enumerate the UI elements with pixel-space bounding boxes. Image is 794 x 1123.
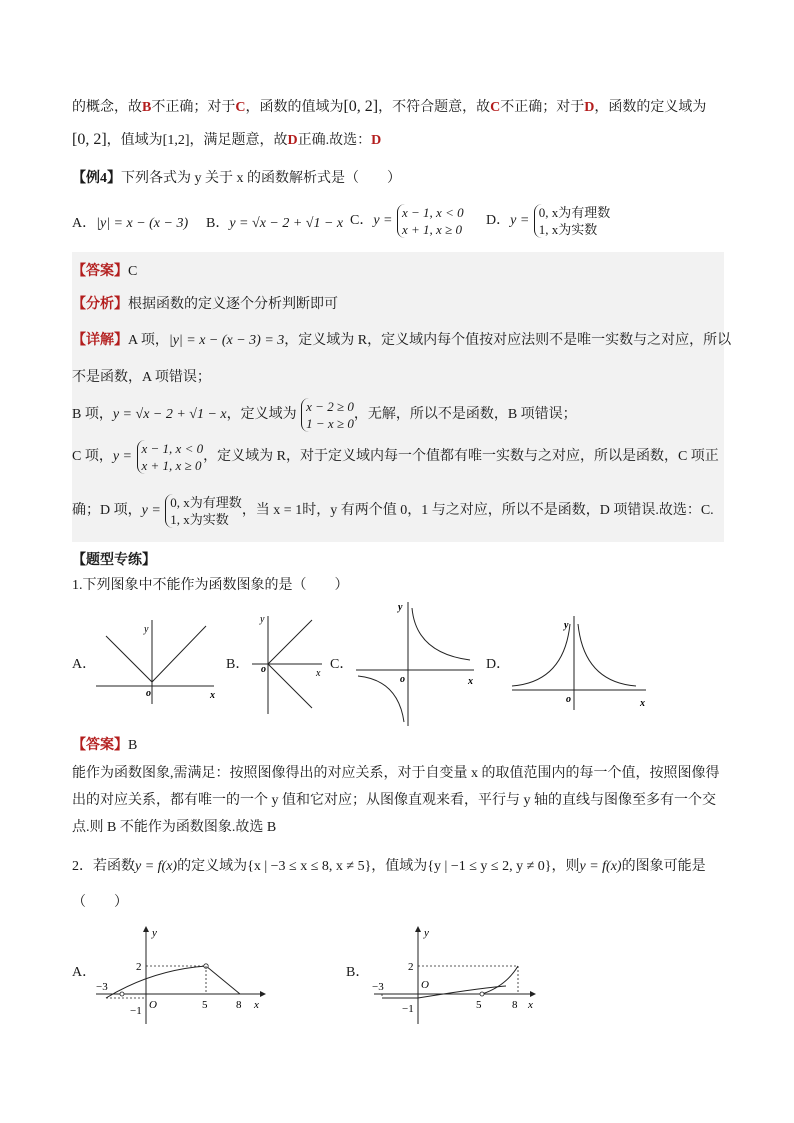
tick-label: −1 [130,1005,142,1017]
question-2-paren: （ ） [72,895,128,910]
piecewise-cases [534,204,611,238]
option-label: D． [486,213,511,229]
q1-explanation-2: 出的对应关系，都有唯一的一个 y 值和它对应；从图像直观来看，平行与 y 轴的直线与图像至多有一个交 [72,793,716,808]
answer-tag: 【答案】 [72,738,128,753]
case-row: x − 2 ≥ 0 [306,399,354,414]
text-segment: 确；D 项， [72,503,142,519]
text-segment: ，函数的值域为 [245,100,344,115]
peak-curve-left [512,624,570,686]
open-point [120,992,124,996]
axis-label-x: x [468,676,473,687]
math-interval: [1,2] [162,133,190,148]
text-segment: 的定义域为 [177,859,248,874]
tick-label: 8 [236,999,242,1011]
axis-label-x: x [254,999,259,1011]
text-segment: B [142,100,152,115]
axis-label-y: y [398,602,403,613]
option-formula: y = √x − 2 + √1 − x [229,216,344,231]
text-segment: 不正确；对于 [500,100,585,115]
text-segment: ，值域为 [371,859,428,874]
option-label: B． [206,216,230,231]
text-segment: C 项， [72,449,113,465]
question-1: 1.下列图象中不能作为函数图象的是（ ） [72,578,349,593]
tick-label: 5 [202,999,208,1011]
function-segment [206,966,240,994]
q1-explanation-1: 能作为函数图象,需满足：按照图像得出的对应关系，对于自变量 x 的取值范围内的每一个值，按照图像得 [72,766,720,781]
open-point [480,992,484,996]
case-row: 0, x为有理数 [538,205,611,220]
text-segment: D [584,100,595,115]
axis-label-y: y [424,927,429,939]
text-segment: 不正确；对于 [151,100,236,115]
example4-option-a [72,214,188,234]
example4-question [72,169,401,189]
function-curve [482,966,518,994]
text-segment: ，值域为 [106,133,163,148]
text-segment: ，定义域为 [226,407,297,423]
q1-label-b: B． [226,657,250,672]
axis-label-x: x [528,999,533,1011]
tick-label: 2 [408,961,414,973]
text-segment: 2．若函数 [72,859,135,874]
q1-label-a: A． [72,657,97,672]
text-segment: C [235,100,246,115]
math-set: {y | −1 ≤ y ≤ 2, y ≠ 0} [427,859,552,874]
option-formula: y = [510,213,530,229]
text-segment: ，函数的定义域为 [594,100,707,115]
text-segment: ，则 [551,859,580,874]
q1-label-c: C． [330,657,354,672]
option-label: C． [350,213,374,229]
origin-label: O [149,999,157,1011]
option-formula: y = [373,213,393,229]
tick-label: 5 [476,999,482,1011]
text-segment: D [287,133,298,148]
case-row: x − 1, x < 0 [402,205,464,220]
graph-d [508,612,653,712]
text-segment: 的图象可能是 [621,859,706,874]
math-interval: [0, 2] [72,131,107,148]
graph-c [352,598,482,728]
tick-label: −1 [402,1003,414,1015]
example-tag: 【例4】 [72,171,121,186]
q2-label-b: B． [346,965,370,980]
function-curve [418,986,506,998]
text-segment: ，满足题意，故 [189,133,288,148]
graph-a [92,616,222,706]
y-axis-arrow [415,926,421,932]
math-formula: y = [141,503,161,519]
case-row: x + 1, x ≥ 0 [402,222,462,237]
case-row: 1, x为实数 [170,512,229,527]
option-formula: |y| = x − (x − 3) [96,216,189,231]
text-segment: A 项， [128,333,169,348]
math-formula: y = f(x) [135,859,178,874]
top-line-2 [72,130,381,151]
text-segment: D [371,133,382,148]
q1-explanation-3: 点.则 B 不能作为函数图象.故选 B [72,820,277,835]
axis-label-x: x [210,690,215,701]
origin-label: o [566,694,571,705]
hyperbola-branch-right [412,608,470,660]
practice-heading: 【题型专练】 [72,553,156,568]
peak-curve-right [578,624,636,686]
q2-label-a: A． [72,965,97,980]
case-row: 1 − x ≥ 0 [306,416,354,431]
math-set: {x | −3 ≤ x ≤ 8, x ≠ 5} [247,859,372,874]
tick-label: 8 [512,999,518,1011]
tick-label: −3 [372,981,384,993]
analysis-tag: 【分析】 [72,297,128,312]
y-axis-arrow [143,926,149,932]
origin-label: o [400,674,405,685]
analysis-text: 根据函数的定义逐个分析判断即可 [128,297,338,312]
q2-graph-b [370,922,545,1027]
answer-value: C [128,264,138,279]
piecewise-cases [301,398,354,432]
axis-label-y: y [564,620,569,631]
axis-label-y: y [260,614,265,625]
q1-answer-line [72,736,137,756]
text-segment: ，当 x = 1时，y 有两个值 0，1 与之对应，所以不是函数，D 项错误.故选：C. [241,503,714,519]
text-segment: ，定义域为 R，对于定义域内每一个值都有唯一实数与之对应，所以是函数，C 项正 [203,449,719,465]
text-segment: 不是函数，A 项错误； [72,370,211,385]
hyperbola-branch-left [358,676,404,722]
text-segment: ，无解，所以不是函数，B 项错误； [353,407,577,423]
example4-option-d [486,204,610,238]
top-line-1 [72,97,706,118]
case-row: x − 1, x < 0 [141,441,204,456]
answer-line [72,262,137,282]
option-label: A． [72,216,97,231]
tick-label: 2 [136,961,142,973]
example4-option-c [350,204,464,238]
text-segment: ，不符合题意，故 [378,100,491,115]
math-formula: y = [112,449,133,465]
v-curve [106,626,206,682]
text-segment: 正确.故选： [297,133,372,148]
text-segment: 的概念，故 [72,100,142,115]
detail-tag: 【详解】 [72,333,128,348]
axis-label-y: y [144,624,149,635]
detail-line-d [72,494,714,528]
piecewise-cases [165,494,242,528]
case-row: x + 1, x ≥ 0 [141,458,202,473]
math-interval: [0, 2] [343,98,379,115]
math-formula: y = √x − 2 + √1 − x [112,407,227,423]
answer-value: B [128,738,138,753]
math-formula: |y| = x − (x − 3) = 3 [168,333,285,348]
origin-label: o [146,688,151,699]
question-text: 下列各式为 y 关于 x 的函数解析式是（ ） [121,171,401,186]
tick-label: −3 [96,981,108,993]
piecewise-cases [397,204,464,238]
detail-line-c [72,440,719,474]
text-segment: ，定义域为 R，定义域内每个值按对应法则不是唯一实数与之对应，所以 [284,333,732,348]
question-2 [72,857,706,877]
example4-option-b [206,214,343,234]
analysis-line [72,295,338,315]
axis-label-x: x [316,668,321,679]
origin-label: o [261,664,266,675]
text-segment: C [490,100,501,115]
axis-label-x: x [640,698,645,709]
detail-line-a [72,331,731,351]
q1-label-d: D． [486,657,511,672]
x-axis-arrow [260,991,266,997]
detail-line-b [72,398,577,432]
math-formula: y = f(x) [579,859,622,874]
x-axis-arrow [530,991,536,997]
case-row: 0, x为有理数 [170,495,242,510]
piecewise-cases [137,440,204,474]
origin-label: O [421,979,429,991]
axis-label-y: y [152,927,157,939]
answer-tag: 【答案】 [72,264,128,279]
detail-line-a2 [72,368,211,388]
q2-graph-a [92,922,272,1027]
graph-b [248,608,328,718]
text-segment: B 项， [72,407,113,423]
case-row: 1, x为实数 [538,222,598,237]
